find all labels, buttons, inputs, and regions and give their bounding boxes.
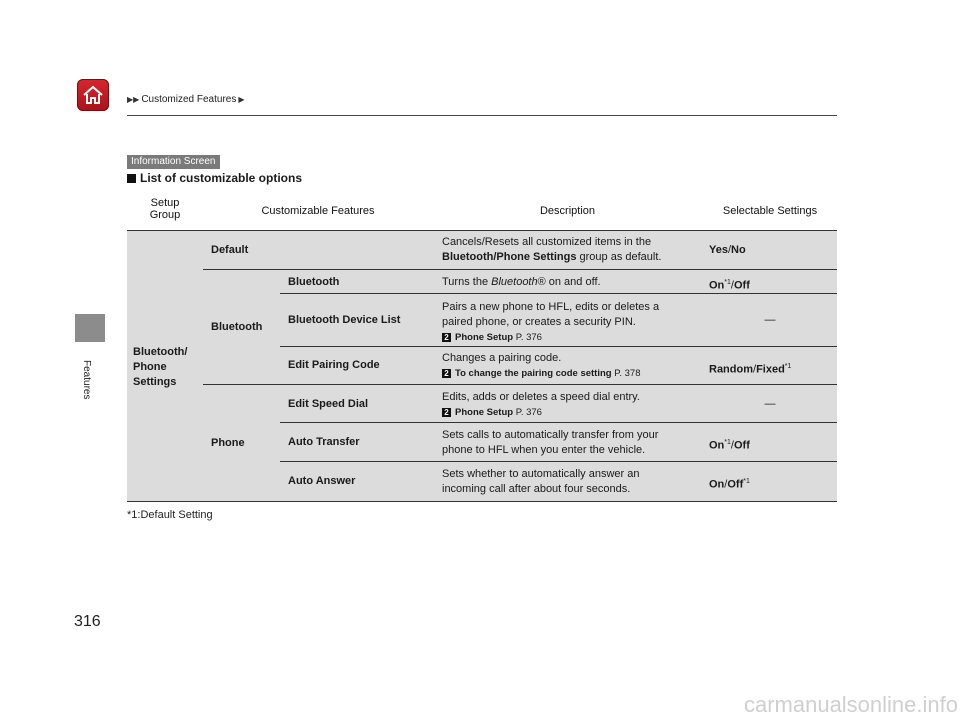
subgroup-bluetooth: Bluetooth (211, 321, 263, 333)
group-label: Bluetooth/ Phone Settings (133, 346, 188, 388)
desc-auto-transfer: Sets calls to automatically transfer from your phone to HFL when you enter the vehicle. (442, 429, 659, 456)
desc-bluetooth-device-list: Pairs a new phone to HFL, edits or deletes a paired phone, or creates a security PIN. 2 Phone Setup P. 376 (442, 300, 702, 345)
page-number: 316 (74, 613, 101, 630)
desc-edit-pairing-code: Changes a pairing code. 2 To change the pairing code setting P. 378 (442, 351, 702, 381)
header-rule (127, 115, 837, 116)
section-title-text: List of customizable options (140, 171, 303, 185)
row-divider (203, 269, 837, 270)
desc-default: Cancels/Resets all customized items in the Bluetooth/Phone Settings group as default. (442, 236, 662, 263)
table-bottom-rule (127, 501, 837, 502)
feature-bluetooth: Bluetooth (288, 276, 340, 288)
chapter-tab[interactable] (75, 314, 105, 342)
header-settings: Selectable Settings (722, 205, 818, 217)
setting-default: Yes/No (709, 244, 746, 256)
setting-bluetooth-device-list: — (764, 314, 776, 326)
breadcrumb-link[interactable]: Customized Features (141, 94, 237, 105)
feature-edit-pairing-code: Edit Pairing Code (288, 359, 380, 371)
header-description: Description (539, 205, 596, 217)
feature-bluetooth-device-list: Bluetooth Device List (288, 314, 401, 326)
row-divider (280, 461, 837, 462)
desc-edit-speed-dial: Edits, adds or deletes a speed dial entry. 2 Phone Setup P. 376 (442, 390, 702, 420)
triangle-right-icon: ▶ (238, 95, 245, 104)
row-divider (280, 422, 837, 423)
watermark: carmanualsonline.info (743, 692, 958, 717)
breadcrumb (127, 94, 245, 105)
footnote: *1:Default Setting (127, 509, 213, 521)
cross-reference-link[interactable]: 2 Phone Setup P. 376 (442, 330, 702, 345)
screen-tag: Information Screen (127, 155, 220, 169)
desc-auto-answer: Sets whether to automatically answer an incoming call after about four seconds. (442, 468, 640, 495)
triangle-right-icon: ▶▶ (127, 95, 140, 104)
subgroup-phone: Phone (211, 437, 245, 449)
row-divider (203, 384, 837, 385)
home-icon (82, 84, 104, 106)
header-features: Customizable Features (261, 205, 375, 217)
feature-auto-transfer: Auto Transfer (288, 436, 360, 448)
feature-edit-speed-dial: Edit Speed Dial (288, 398, 369, 410)
desc-bluetooth: Turns the Bluetooth® on and off. (442, 276, 601, 288)
setting-edit-speed-dial: — (764, 398, 776, 410)
setting-bluetooth: On$^{*1}$/Off (709, 279, 750, 292)
setting-auto-answer: On/Off$^{*1}$ (709, 478, 750, 491)
header-setup-group: Setup Group (149, 197, 181, 221)
home-button[interactable] (77, 79, 109, 111)
reference-arrow-icon: 2 (442, 408, 451, 417)
setting-auto-transfer: On$^{*1}$/Off (709, 439, 750, 452)
setting-edit-pairing-code: Random/Fixed$^{*1}$ (709, 363, 792, 376)
reference-arrow-icon: 2 (442, 369, 451, 378)
row-divider (280, 293, 837, 294)
section-title (127, 171, 302, 185)
row-divider (280, 346, 837, 347)
feature-default: Default (211, 244, 249, 256)
square-bullet-icon (127, 174, 136, 183)
reference-arrow-icon: 2 (442, 333, 451, 342)
cross-reference-link[interactable]: 2 Phone Setup P. 376 (442, 405, 702, 420)
chapter-label: Features (81, 360, 92, 400)
cross-reference-link[interactable]: 2 To change the pairing code setting P. 378 (442, 366, 702, 381)
feature-auto-answer: Auto Answer (288, 475, 356, 487)
